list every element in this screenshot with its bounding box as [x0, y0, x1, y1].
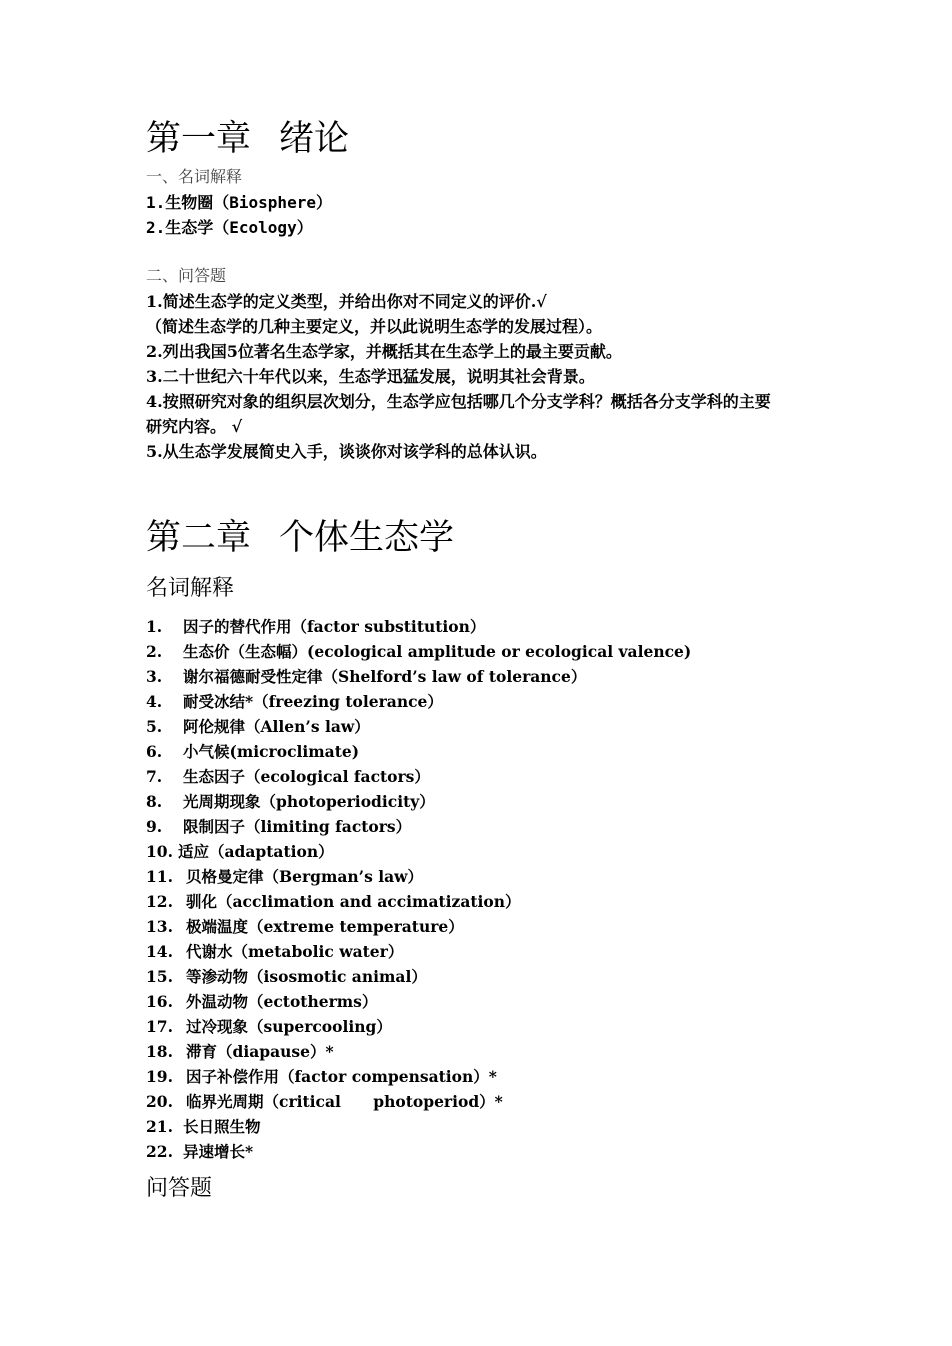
chapter2-number: 第二章 [146, 518, 252, 558]
term-text: 适应（adaptation） [178, 842, 334, 861]
chapter1-question: 2.列出我国5位著名生态学家，并概括其在生态学上的最主要贡献。 [146, 342, 622, 361]
chapter1-question: 研究内容。 √ [146, 417, 243, 436]
list-item [146, 944, 691, 969]
term-text: 阿伦规律（Allen’s law） [183, 717, 370, 736]
chapter1-section1-label: 一、名词解释 [146, 167, 243, 186]
list-item [146, 1044, 691, 1069]
list-item [146, 794, 691, 819]
term-number: 11. [146, 867, 173, 886]
chapter1-question: 5.从生态学发展简史入手，谈谈你对该学科的总体认识。 [146, 442, 547, 461]
term-number: 18. [146, 1042, 173, 1061]
term-number: 22. [146, 1142, 173, 1161]
list-item [146, 1094, 691, 1119]
term-text: 外温动物（ectotherms） [186, 992, 378, 1011]
term-text: 等渗动物（isosmotic animal） [186, 967, 427, 986]
list-item [146, 994, 691, 1019]
list-item [146, 1144, 691, 1169]
term-number: 13. [146, 917, 173, 936]
term-text: 异速增长* [183, 1142, 254, 1161]
term-number: 19. [146, 1067, 173, 1086]
term-text: 贝格曼定律（Bergman’s law） [186, 867, 423, 886]
chapter2-name: 个体生态学 [279, 518, 455, 558]
term-text: 长日照生物 [183, 1117, 261, 1136]
chapter1-term: 1.生物圈（Biosphere） [146, 193, 332, 212]
term-text: 极端温度（extreme temperature） [186, 917, 464, 936]
term-text: 耐受冰结*（freezing tolerance） [183, 692, 443, 711]
term-text: 生态因子（ecological factors） [183, 767, 430, 786]
list-item [146, 1019, 691, 1044]
term-text: 小气候(microclimate) [183, 742, 360, 761]
term-text: 滞育（diapause）* [186, 1042, 334, 1061]
term-number: 10. [146, 842, 173, 861]
term-number: 15. [146, 967, 173, 986]
chapter1-question: 4.按照研究对象的组织层次划分，生态学应包括哪几个分支学科？概括各分支学科的主要 [146, 392, 771, 411]
list-item [146, 619, 691, 644]
chapter2-section1-heading: 名词解释 [146, 576, 235, 601]
list-item [146, 719, 691, 744]
term-number: 14. [146, 942, 173, 961]
chapter2-term-list [146, 619, 691, 1169]
term-number: 8. [146, 792, 163, 811]
list-item [146, 744, 691, 769]
chapter1-question: 3.二十世纪六十年代以来，生态学迅猛发展，说明其社会背景。 [146, 367, 595, 386]
term-text: 因子的替代作用（factor substitution） [183, 617, 486, 636]
list-item [146, 819, 691, 844]
list-item [146, 844, 691, 869]
chapter1-question: （简述生态学的几种主要定义，并以此说明生态学的发展过程）。 [146, 317, 603, 336]
list-item [146, 644, 691, 669]
term-text: 驯化（acclimation and accimatization） [186, 892, 521, 911]
chapter1-name: 绪论 [279, 119, 350, 159]
term-text: 限制因子（limiting factors） [183, 817, 412, 836]
chapter2-title [146, 518, 455, 558]
term-number: 7. [146, 767, 163, 786]
chapter2-section2-heading: 问答题 [146, 1176, 213, 1201]
term-number: 21. [146, 1117, 173, 1136]
term-number: 1. [146, 617, 163, 636]
list-item [146, 694, 691, 719]
term-text: 临界光周期（critical photoperiod）* [186, 1092, 503, 1111]
term-number: 6. [146, 742, 163, 761]
term-number: 12. [146, 892, 173, 911]
term-number: 9. [146, 817, 163, 836]
term-number: 16. [146, 992, 173, 1011]
list-item [146, 969, 691, 994]
term-number: 2. [146, 642, 163, 661]
chapter1-term: 2.生态学（Ecology） [146, 218, 313, 237]
term-number: 5. [146, 717, 163, 736]
term-text: 生态价（生态幅）(ecological amplitude or ecological valence) [183, 642, 692, 661]
list-item [146, 894, 691, 919]
term-text: 光周期现象（photoperiodicity） [183, 792, 435, 811]
term-text: 过冷现象（supercooling） [186, 1017, 392, 1036]
term-text: 代谢水（metabolic water） [186, 942, 404, 961]
chapter1-number: 第一章 [146, 119, 252, 159]
term-number: 4. [146, 692, 163, 711]
list-item [146, 869, 691, 894]
term-text: 谢尔福德耐受性定律（Shelford’s law of tolerance） [183, 667, 587, 686]
list-item [146, 669, 691, 694]
chapter1-section2-label: 二、问答题 [146, 266, 227, 285]
list-item [146, 1119, 691, 1144]
chapter1-title [146, 119, 350, 159]
term-text: 因子补偿作用（factor compensation）* [186, 1067, 497, 1086]
term-number: 20. [146, 1092, 173, 1111]
term-number: 17. [146, 1017, 173, 1036]
term-number: 3. [146, 667, 163, 686]
list-item [146, 1069, 691, 1094]
list-item [146, 769, 691, 794]
list-item [146, 919, 691, 944]
chapter1-question: 1.简述生态学的定义类型，并给出你对不同定义的评价.√ [146, 292, 547, 311]
